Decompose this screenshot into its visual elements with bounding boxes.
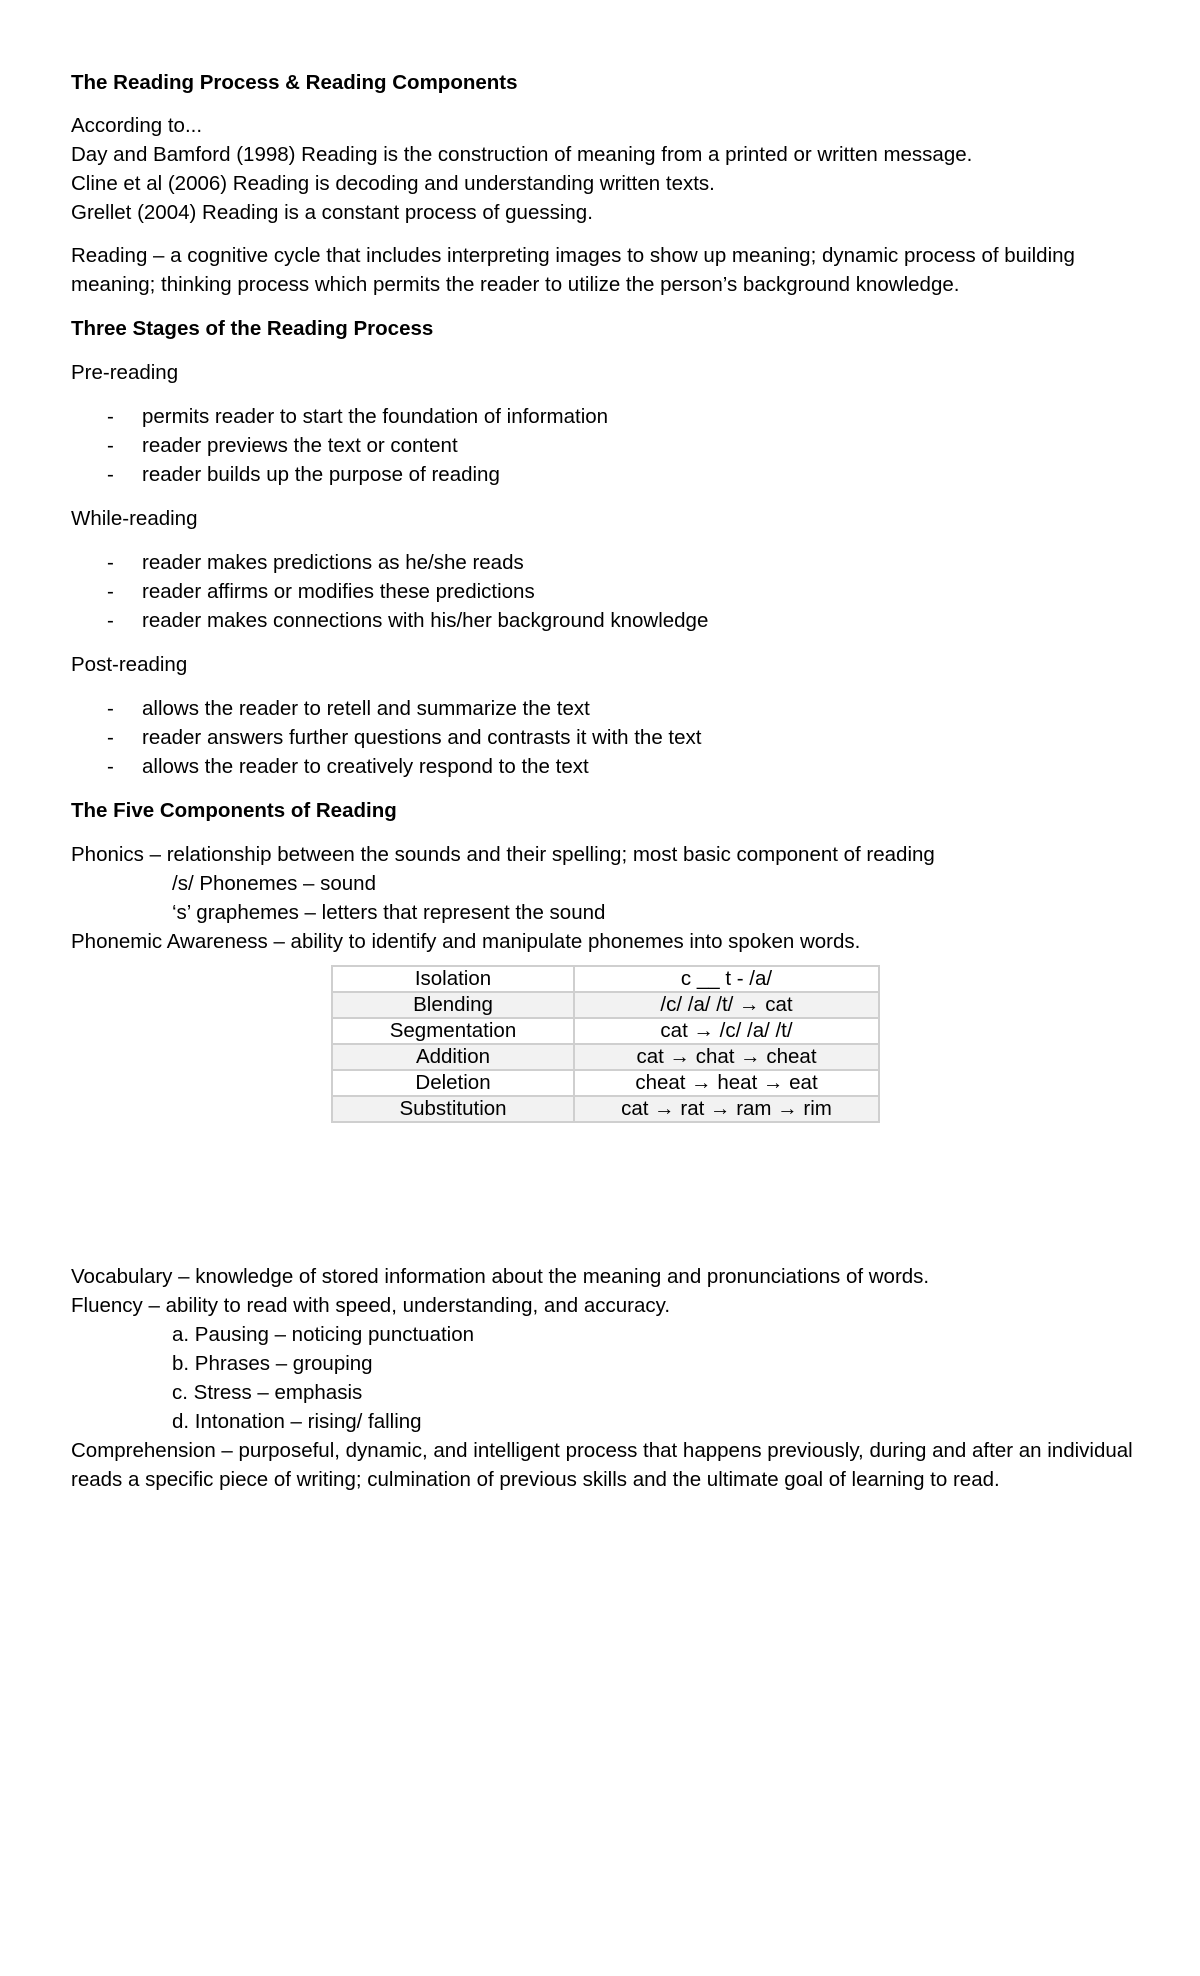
dash-marker: - <box>107 755 114 778</box>
list-item <box>71 431 1140 460</box>
table-cell-example: cat → /c/ /a/ /t/ <box>574 1018 879 1044</box>
table-row <box>332 966 879 992</box>
fluency-item-pausing: a. Pausing – noticing punctuation <box>172 1323 475 1346</box>
table-cell-skill: Addition <box>332 1044 574 1070</box>
table-row <box>332 1070 879 1096</box>
definition-cline: Cline et al (2006) Reading is decoding and understanding written texts. <box>71 172 715 195</box>
list-item <box>71 460 1140 489</box>
stage-name-pre-reading: Pre-reading <box>71 361 179 384</box>
graphemes-line: ‘s’ graphemes – letters that represent the sound <box>172 901 606 924</box>
table-cell-example: c __ t - /a/ <box>574 966 879 992</box>
table-row <box>332 1096 879 1122</box>
stage-name-post-reading: Post-reading <box>71 653 188 676</box>
stage-list-while-reading <box>71 548 1140 635</box>
fluency-item-stress: c. Stress – emphasis <box>172 1381 363 1404</box>
according-to: According to... <box>71 114 203 137</box>
list-item-text: allows the reader to creatively respond to the text <box>142 755 589 778</box>
table-cell-example: cat → rat → ram → rim <box>574 1096 879 1122</box>
dash-marker: - <box>107 609 114 632</box>
table-cell-example: /c/ /a/ /t/ → cat <box>574 992 879 1018</box>
stages-heading: Three Stages of the Reading Process <box>71 317 434 340</box>
phonemic-awareness-definition: Phonemic Awareness – ability to identify and manipulate phonemes into spoken words. <box>71 930 861 953</box>
fluency-definition: Fluency – ability to read with speed, understanding, and accuracy. <box>71 1294 671 1317</box>
list-item-text: permits reader to start the foundation of information <box>142 405 609 428</box>
phonemes-line: /s/ Phonemes – sound <box>172 872 376 895</box>
table-cell-skill: Substitution <box>332 1096 574 1122</box>
list-item-text: reader answers further questions and contrasts it with the text <box>142 726 702 749</box>
list-item-text: reader previews the text or content <box>142 434 458 457</box>
list-item-text: reader builds up the purpose of reading <box>142 463 500 486</box>
dash-marker: - <box>107 697 114 720</box>
document-title: The Reading Process & Reading Components <box>71 71 518 94</box>
list-item-text: reader makes predictions as he/she reads <box>142 551 524 574</box>
list-item <box>71 723 1140 752</box>
list-item-text: reader affirms or modifies these predictions <box>142 580 535 603</box>
table-cell-skill: Deletion <box>332 1070 574 1096</box>
definition-grellet: Grellet (2004) Reading is a constant process of guessing. <box>71 201 593 224</box>
reading-definition: Reading – a cognitive cycle that includes interpreting images to show up meaning; dynamic process of building meaning; thinking process which permits the reader to utilize the person’s background knowledge. <box>71 244 1075 296</box>
list-item-text: allows the reader to retell and summarize the text <box>142 697 590 720</box>
phonics-definition: Phonics – relationship between the sounds and their spelling; most basic component of reading <box>71 843 935 866</box>
list-item <box>71 694 1140 723</box>
dash-marker: - <box>107 551 114 574</box>
list-item <box>71 548 1140 577</box>
list-item-text: reader makes connections with his/her background knowledge <box>142 609 709 632</box>
table-row <box>332 1018 879 1044</box>
table-cell-example: cheat → heat → eat <box>574 1070 879 1096</box>
list-item <box>71 606 1140 635</box>
table-cell-skill: Blending <box>332 992 574 1018</box>
stage-list-pre-reading <box>71 402 1140 489</box>
dash-marker: - <box>107 434 114 457</box>
dash-marker: - <box>107 405 114 428</box>
list-item <box>71 402 1140 431</box>
fluency-item-phrases: b. Phrases – grouping <box>172 1352 373 1375</box>
fluency-item-intonation: d. Intonation – rising/ falling <box>172 1410 422 1433</box>
components-heading: The Five Components of Reading <box>71 799 397 822</box>
table-row <box>332 992 879 1018</box>
stage-list-post-reading <box>71 694 1140 781</box>
list-item <box>71 577 1140 606</box>
table-cell-example: cat → chat → cheat <box>574 1044 879 1070</box>
vocabulary-definition: Vocabulary – knowledge of stored information about the meaning and pronunciations of words. <box>71 1265 930 1288</box>
dash-marker: - <box>107 463 114 486</box>
phonemic-awareness-table <box>331 965 880 1123</box>
definition-day-bamford: Day and Bamford (1998) Reading is the construction of meaning from a printed or written message. <box>71 143 973 166</box>
stage-name-while-reading: While-reading <box>71 507 198 530</box>
table-cell-skill: Isolation <box>332 966 574 992</box>
dash-marker: - <box>107 580 114 603</box>
table-cell-skill: Segmentation <box>332 1018 574 1044</box>
table-row <box>332 1044 879 1070</box>
comprehension-definition: Comprehension – purposeful, dynamic, and intelligent process that happens previously, during and after an individual reads a specific piece of writing; culmination of previous skills and the ultimate goal of learning to read. <box>71 1439 1133 1491</box>
dash-marker: - <box>107 726 114 749</box>
list-item <box>71 752 1140 781</box>
